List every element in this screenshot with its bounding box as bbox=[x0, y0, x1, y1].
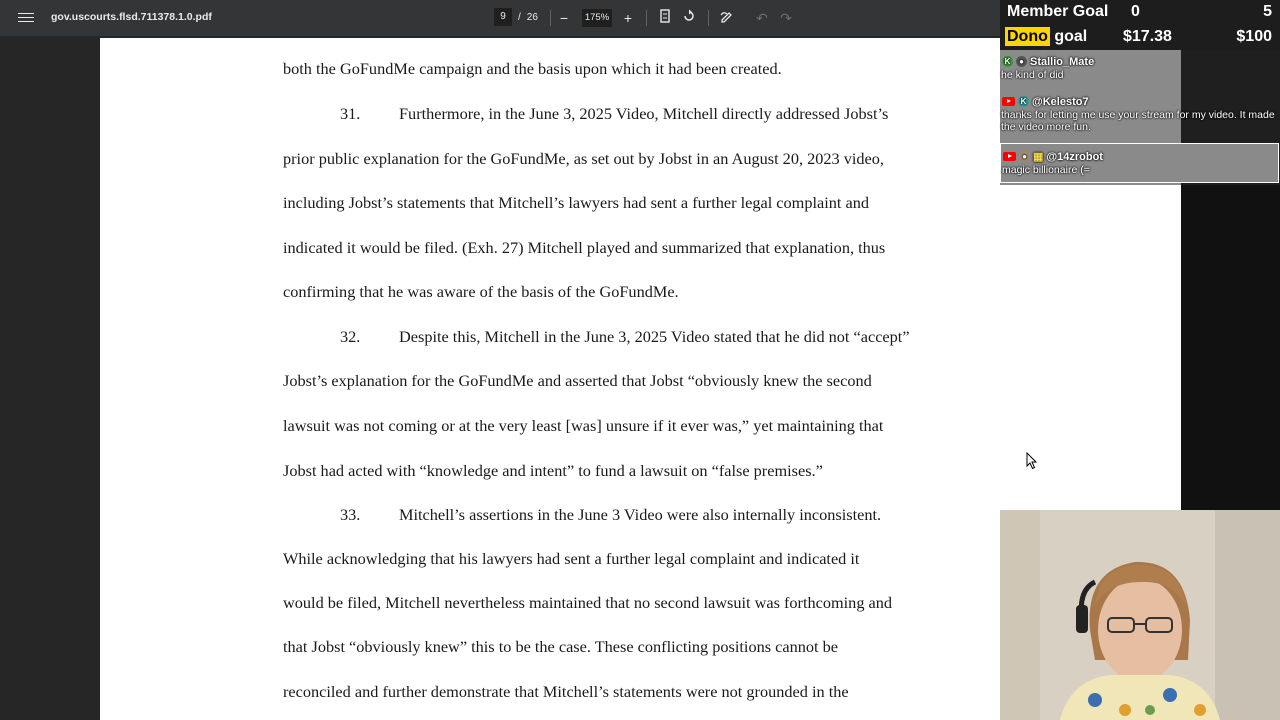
user-avatar-icon: K bbox=[1018, 96, 1029, 107]
user-avatar-icon: ● bbox=[1019, 151, 1030, 162]
chat-message-header bbox=[1000, 94, 1279, 109]
chat-text: he kind of did bbox=[1001, 69, 1064, 81]
menu-icon[interactable] bbox=[18, 10, 34, 24]
document-line: Jobst’s explanation for the GoFundMe and asserted that Jobst “obviously knew the second bbox=[283, 371, 872, 390]
document-line: While acknowledging that his lawyers had sent a further legal complaint and indicated it bbox=[283, 549, 860, 568]
chat-text: thanks for letting me use your stream for my video. It made the video more fun. bbox=[1001, 109, 1275, 133]
member-goal-current: 0 bbox=[1131, 3, 1140, 20]
document-line: Mitchell’s assertions in the June 3 Video were also internally inconsistent. bbox=[399, 505, 882, 524]
document-line: Despite this, Mitchell in the June 3, 2025 Video stated that he did not “accept” bbox=[399, 327, 910, 346]
paragraph-number: 32. bbox=[340, 327, 361, 346]
rotate-icon[interactable] bbox=[680, 9, 698, 27]
kick-icon: K bbox=[1002, 56, 1013, 67]
chat-message bbox=[1000, 94, 1279, 133]
paragraph-number: 31. bbox=[340, 104, 361, 123]
document-line: confirming that he was aware of the basis of the GoFundMe. bbox=[283, 282, 679, 301]
streamer-image bbox=[1000, 510, 1280, 720]
dono-goal-label bbox=[1007, 28, 1087, 46]
chat-text: magic billionaire (= bbox=[1002, 164, 1090, 176]
overlay-background bbox=[1181, 185, 1280, 510]
chat-message bbox=[1000, 143, 1279, 183]
page-total: 26 bbox=[526, 11, 538, 23]
dono-goal-current: $17.38 bbox=[1123, 28, 1172, 45]
page-navigator bbox=[494, 8, 538, 26]
chat-username: Stallio_Mate bbox=[1030, 55, 1095, 68]
chat-username: @14zrobot bbox=[1046, 150, 1103, 163]
document-line: both the GoFundMe campaign and the basis upon which it had been created. bbox=[283, 59, 782, 78]
dono-goal-row bbox=[1000, 25, 1280, 50]
chat-message bbox=[1000, 54, 1181, 81]
dono-goal-target: $100 bbox=[1236, 28, 1272, 45]
redo-icon[interactable]: ↷ bbox=[780, 10, 792, 26]
annotate-icon[interactable] bbox=[718, 9, 736, 27]
document-line: prior public explanation for the GoFundMe, as set out by Jobst in an August 20, 2023 video, bbox=[283, 149, 884, 168]
pdf-toolbar bbox=[0, 0, 1000, 36]
chat-message-header bbox=[1000, 54, 1181, 69]
user-avatar-icon: ● bbox=[1016, 56, 1027, 67]
member-badge-icon: ▦ bbox=[1033, 151, 1044, 163]
member-goal-target: 5 bbox=[1263, 3, 1272, 20]
document-line: including Jobst’s statements that Mitchell’s lawyers had sent a further legal complaint and bbox=[283, 193, 869, 212]
youtube-icon bbox=[1002, 97, 1015, 106]
document-line: that Jobst “obviously knew” this to be the case. These conflicting positions cannot be bbox=[283, 637, 838, 656]
document-line: Furthermore, in the June 3, 2025 Video, Mitchell directly addressed Jobst’s bbox=[399, 104, 889, 123]
stream-chat bbox=[1000, 50, 1275, 185]
document-line: Jobst had acted with “knowledge and intent” to fund a lawsuit on “false premises.” bbox=[283, 461, 823, 480]
chat-message-header bbox=[1001, 149, 1278, 164]
document-filename: gov.uscourts.flsd.711378.1.0.pdf bbox=[51, 11, 212, 23]
member-goal-label: Member Goal bbox=[1007, 3, 1109, 20]
undo-icon[interactable]: ↶ bbox=[756, 10, 768, 26]
dono-goal-label-rest: goal bbox=[1049, 28, 1088, 45]
chat-username: @Kelesto7 bbox=[1032, 95, 1089, 108]
zoom-level-input[interactable] bbox=[582, 9, 612, 27]
toolbar-divider bbox=[708, 10, 709, 26]
mouse-cursor-icon bbox=[1026, 452, 1038, 470]
youtube-icon bbox=[1003, 152, 1016, 161]
page-number-input[interactable] bbox=[494, 8, 512, 26]
document-line: indicated it would be filed. (Exh. 27) Mitchell played and summarized that explanation, thus bbox=[283, 238, 886, 257]
toolbar-divider bbox=[550, 10, 551, 26]
toolbar-divider bbox=[646, 10, 647, 26]
paragraph-number: 33. bbox=[340, 505, 361, 524]
dono-goal-highlight: Dono bbox=[1007, 28, 1048, 45]
webcam-feed bbox=[1000, 510, 1280, 720]
member-goal-row bbox=[1000, 0, 1280, 25]
document-line: lawsuit was not coming or at the very least [was] unsure if it ever was,” yet maintaining that bbox=[283, 416, 884, 435]
fit-page-icon[interactable] bbox=[656, 9, 674, 27]
stream-goals-panel bbox=[1000, 0, 1280, 50]
document-line: would be filed, Mitchell nevertheless maintained that no second lawsuit was forthcoming and bbox=[283, 593, 893, 612]
zoom-out-icon[interactable]: − bbox=[559, 10, 569, 26]
zoom-in-icon[interactable]: + bbox=[623, 10, 633, 26]
document-line: reconciled and further demonstrate that Mitchell’s statements were not grounded in the bbox=[283, 682, 849, 701]
page-separator: / bbox=[518, 11, 521, 23]
